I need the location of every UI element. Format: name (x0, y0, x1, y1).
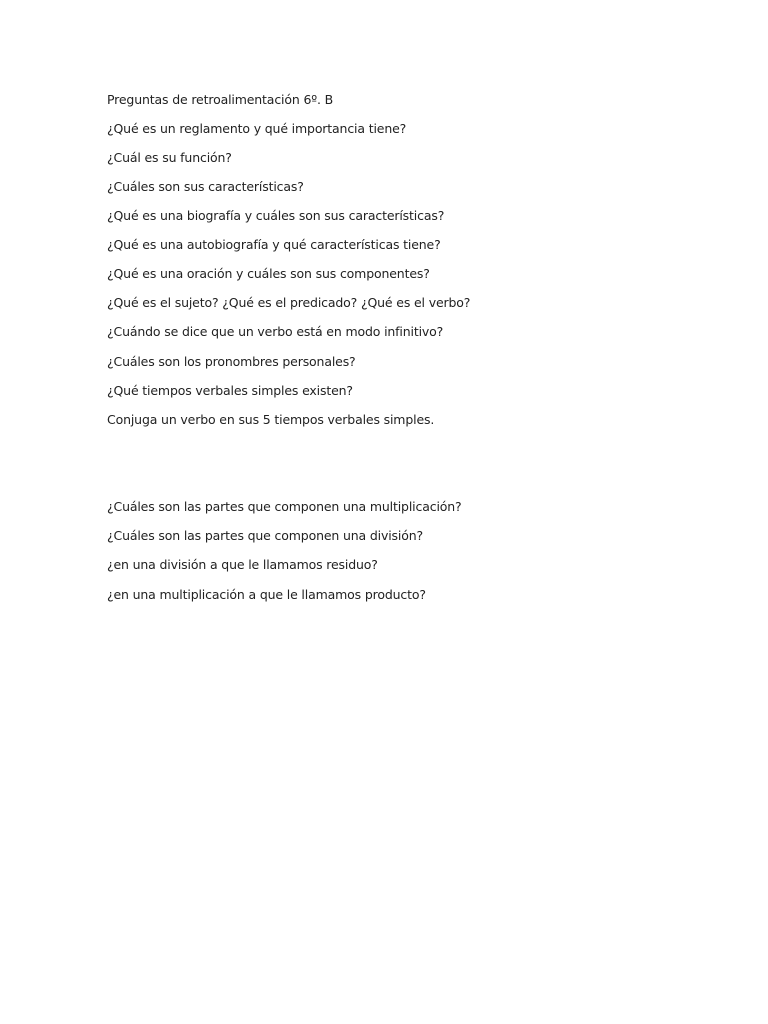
question-line: ¿Qué es el sujeto? ¿Qué es el predicado? ¿Qué es el verbo? (107, 295, 471, 310)
document-title: Preguntas de retroalimentación 6º. B (107, 92, 334, 107)
question-line: ¿en una multiplicación a que le llamamos producto? (107, 587, 426, 602)
question-line: ¿Cuál es su función? (107, 150, 232, 165)
instruction-line: Conjuga un verbo en sus 5 tiempos verbales simples. (107, 412, 435, 427)
question-line: ¿Cuáles son las partes que componen una división? (107, 528, 423, 543)
question-line: ¿Cuáles son los pronombres personales? (107, 354, 356, 369)
question-line: ¿Qué tiempos verbales simples existen? (107, 383, 353, 398)
question-line: ¿Cuáles son sus características? (107, 179, 304, 194)
question-line: ¿Qué es una biografía y cuáles son sus características? (107, 208, 445, 223)
question-line: ¿Cuándo se dice que un verbo está en modo infinitivo? (107, 324, 444, 339)
question-line: ¿Qué es una oración y cuáles son sus componentes? (107, 266, 430, 281)
question-line: ¿Qué es un reglamento y qué importancia tiene? (107, 121, 407, 136)
question-line: ¿en una división a que le llamamos residuo? (107, 557, 378, 572)
question-line: ¿Qué es una autobiografía y qué características tiene? (107, 237, 441, 252)
question-line: ¿Cuáles son las partes que componen una multiplicación? (107, 499, 462, 514)
